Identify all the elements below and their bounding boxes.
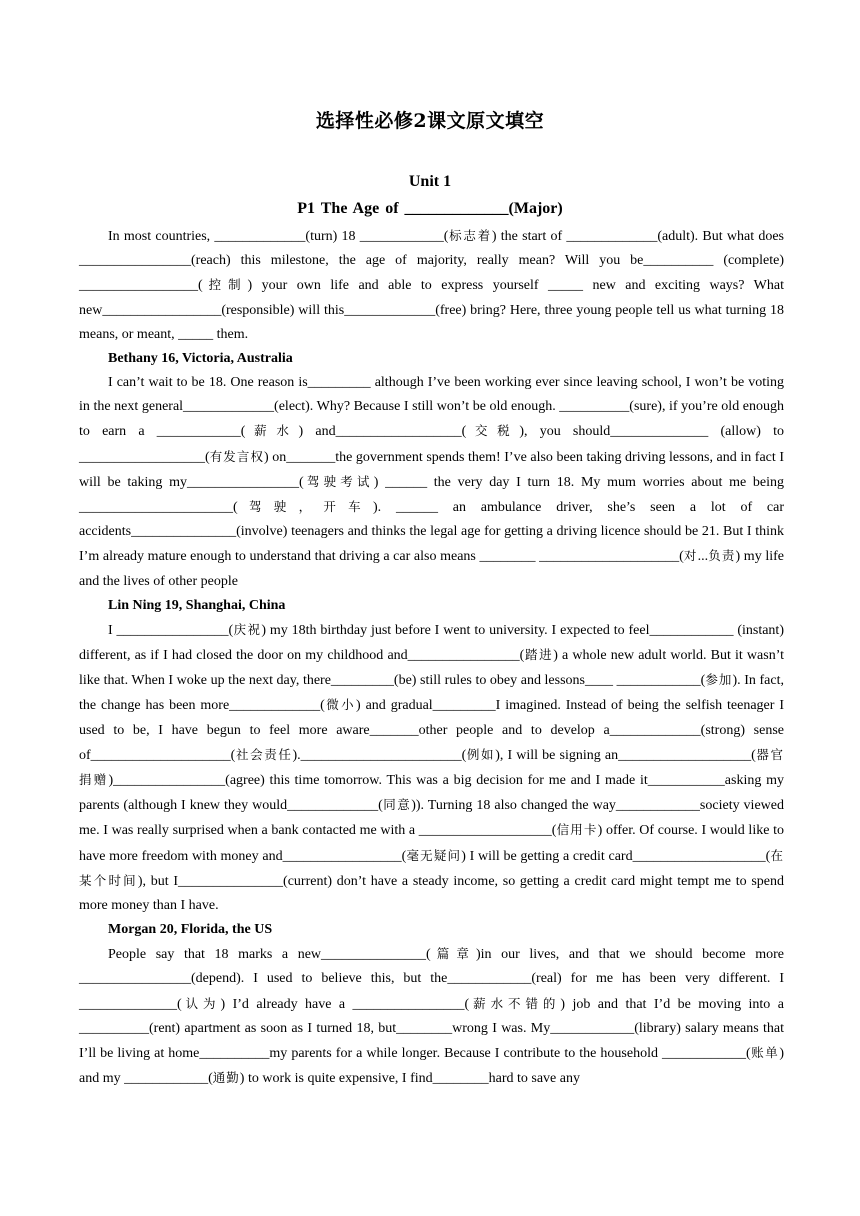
unit-title: Unit 1: [408, 173, 452, 190]
passage-paragraph: I can’t wait to be 18. One reason is_________ although I’ve been working ever since leaving school, I won’t be voting in the next general_____________(elect). Why? Because I still won’t be old enough. __________(sure), if you’re old enough to earn a ____________(薪水) and__________________(交税), you should______________ (allow) to __________________(有发言权) on_______the government spends them! I’ve also been taking driving lessons, and in fact I will be taking my________________(驾驶考试) ______ the very day I turn 18. My mum worries about me being ______________________(驾驶，开车). ______ an ambulance driver, she’s seen a lot of car accidents_______________(involve) teenagers and thinks the legal age for getting a driving licence should be 21. But I think I’m already mature enough to understand that driving a car also means ________ ____________________(对...负责) my life and the lives of other people: [79, 375, 785, 589]
passage-title: P1 The Age of _____________(Major): [297, 200, 563, 217]
passage-paragraph: People say that 18 marks a new_______________(篇章)in our lives, and that we should become more ________________(depend). I used to believe this, but the____________(real) for me has been very different. I ______________(认为) I’d already have a ________________(薪水不错的) job and that I’d be moving into a __________(rent) apartment as soon as I turned 18, but________wrong I was. My____________(library) salary means that I’ll be living at home__________my parents for a while longer. Because I contribute to the household ____________(账单) and my ____________(通勤) to work is quite expensive, I find________hard to save any: [79, 946, 784, 1087]
speaker-heading: Morgan 20, Florida, the US: [108, 922, 273, 938]
document-title: 选择性必修2课文原文填空: [315, 110, 545, 132]
passage-paragraph: I ________________(庆祝) my 18th birthday just before I went to university. I expected to feel____________ (instant) different, as if I had closed the door on my childhood and________________(踏进) a whole new adult world. But it wasn’t like that. When I woke up the next day, there_________(be) still rules to obey and lessons____ ____________(参加). In fact, the change has been more_____________(微小) and gradual_________I imagined. Instead of being the selfish teenager I used to be, I have begun to feel more aware_______other people and to develop a_____________(strong) sense of____________________(社会责任)._______________________(例如), I will be signing an___________________(器官捐赠)________________(agree) this time tomorrow. This was a big decision for me and I made it___________asking my parents (although I knew they would_____________(同意)). Turning 18 also changed the way____________society viewed me. I was really surprised when a bank contacted me with a ___________________(信用卡) offer. Of course. I would like to have more freedom with money and_________________(毫无疑问) I will be getting a credit card___________________(在某个时间), but I_______________(current) don’t have a steady income, so getting a credit card might tempt me to spend more money than I have.: [79, 621, 784, 914]
passage-paragraph: In most countries, _____________(turn) 18 ____________(标志着) the start of _____________(adult). But what does ________________(reach) this milestone, the age of majority, really mean? Will you be__________ (complete) _________________(控制) your own life and able to express yourself _____ new and exciting ways? What new_________________(responsible) will this_____________(free) bring? Here, three young people tell us what turning 18 means, or meant, _____ them.: [79, 228, 784, 342]
speaker-heading: Lin Ning 19, Shanghai, China: [108, 597, 286, 613]
speaker-heading: Bethany 16, Victoria, Australia: [108, 351, 293, 367]
passage-body: [79, 224, 784, 1092]
